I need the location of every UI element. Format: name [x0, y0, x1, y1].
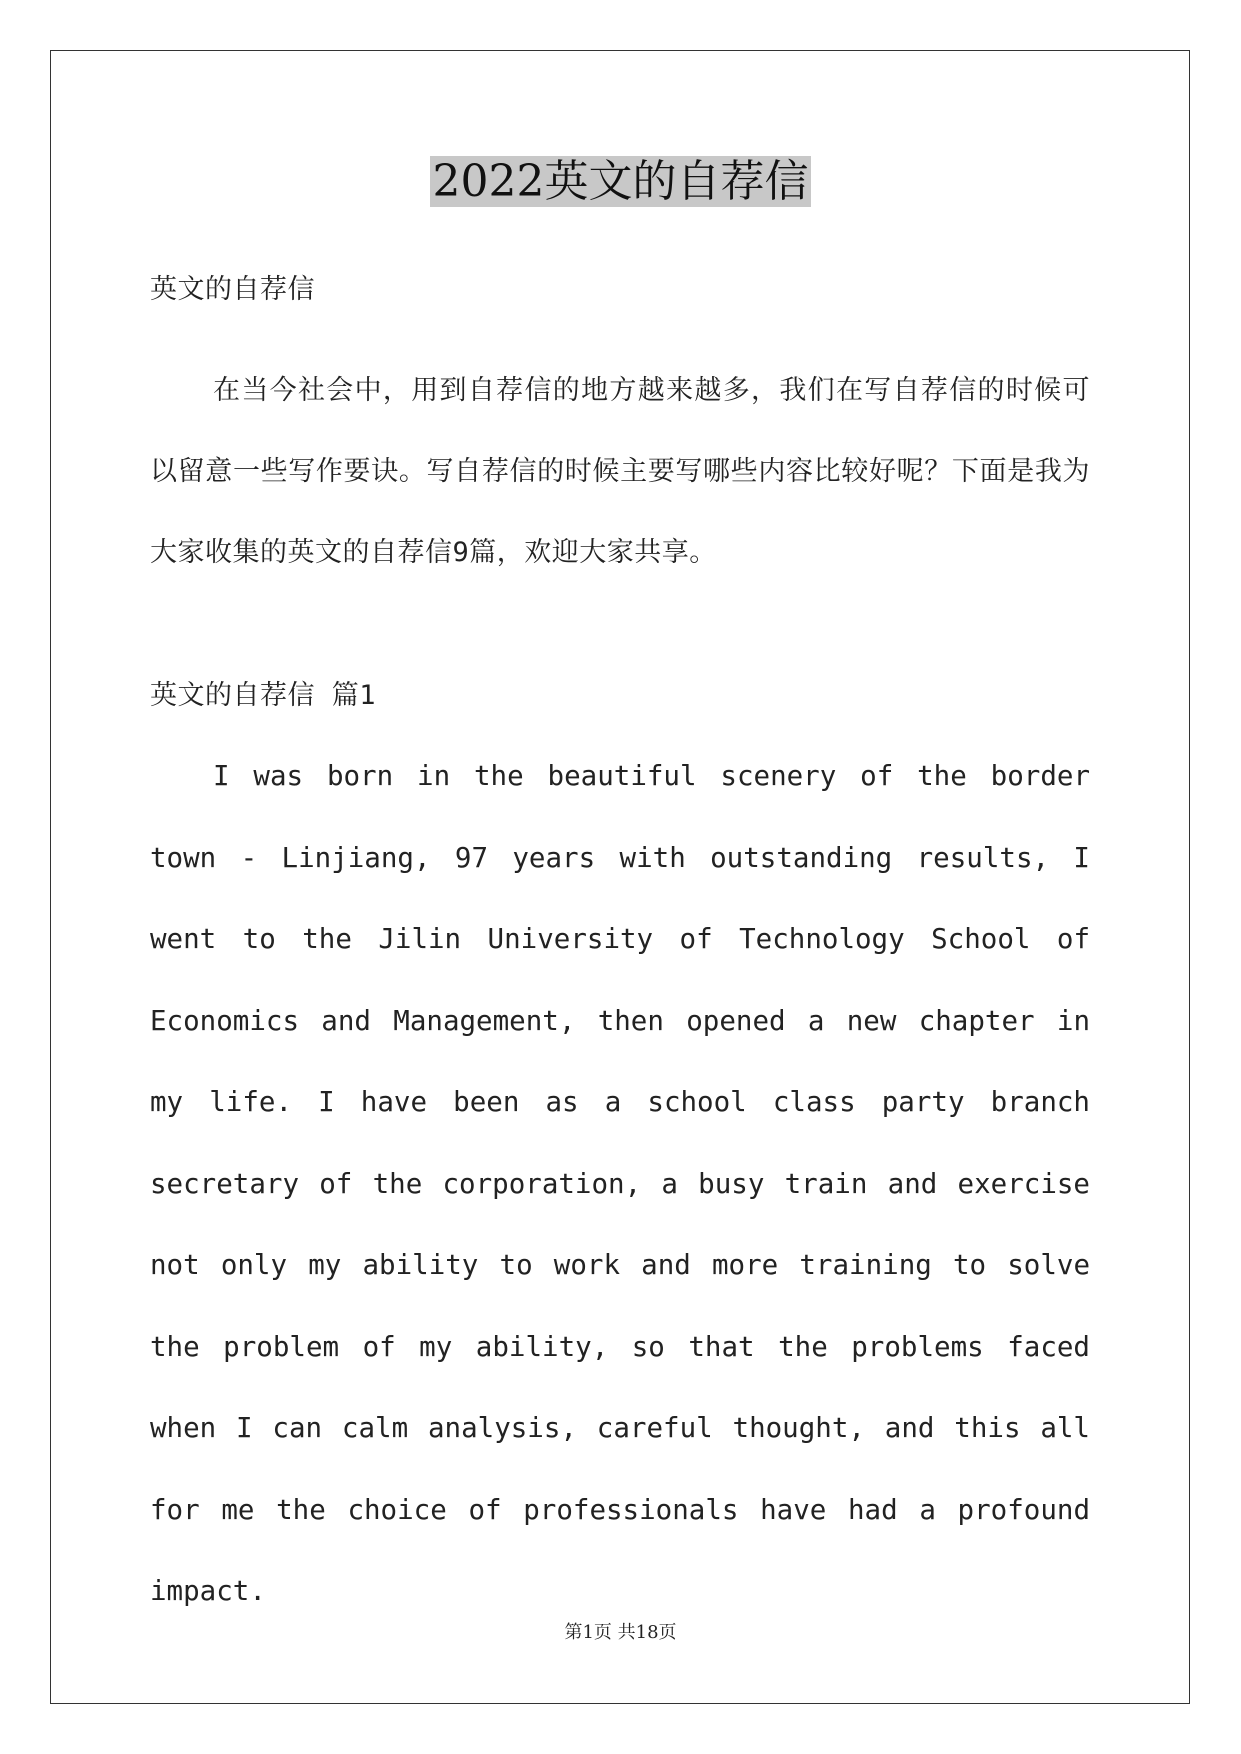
document-title-text: 2022英文的自荐信 — [430, 156, 812, 207]
document-title — [0, 150, 1241, 214]
subheading: 英文的自荐信 — [150, 274, 315, 305]
page-footer: 第1页 共18页 — [564, 1622, 677, 1643]
intro-paragraph: 在当今社会中，用到自荐信的地方越来越多，我们在写自荐信的时候可以留意一些写作要诀。写自荐信的时候主要写哪些内容比较好呢？下面是我为大家收集的英文的自荐信9篇，欢迎大家共享。 — [150, 375, 1090, 568]
section-heading: 英文的自荐信 篇1 — [150, 680, 377, 711]
section-paragraph: I was born in the beautiful scenery of the border town - Linjiang, 97 years with outstanding results, I went to the Jilin University of Technology School of Economics and Management, then opened a new chapter in my life. I have been as a school class party branch secretary of the corporation, a busy train and exercise not only my ability to work and more training to solve the problem of my ability, so that the problems faced when I can calm analysis, careful thought, and this all for me the choice of professionals have had a profound impact. — [150, 760, 1090, 1607]
